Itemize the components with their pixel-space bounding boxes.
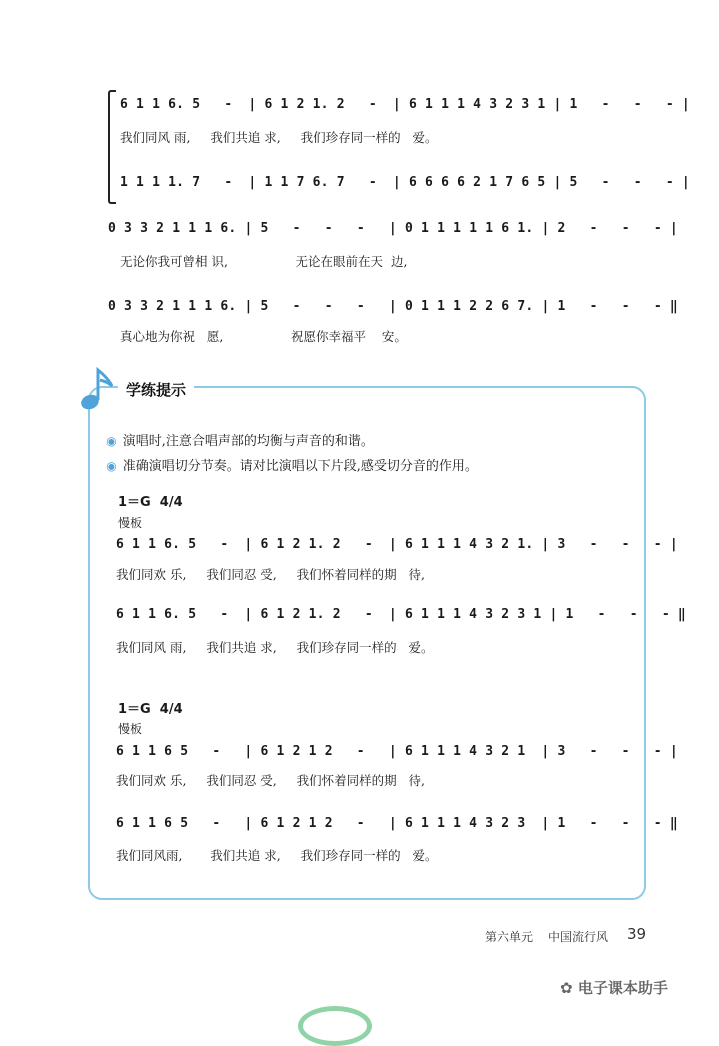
time-signature: 4/4	[159, 495, 183, 510]
tip-text-2: 准确演唱切分节奏。请对比演唱以下片段,感受切分音的作用。	[122, 459, 478, 474]
tip-item-2	[98, 440, 478, 474]
key-label: 1＝G	[118, 495, 151, 510]
example2-score-line-2: 6 1 1 6 5 - | 6 1 2 1 2 - | 6 1 1 1 4 3 2 3 | 1 - - - ‖	[116, 816, 678, 831]
lyric-line-3: 无论你我可曾相 识, 无论在眼前在天 边,	[120, 254, 408, 269]
system-brace	[108, 90, 116, 204]
key-signature-1	[118, 491, 183, 510]
page-decoration	[298, 1006, 372, 1046]
bullet-icon: ◉	[106, 434, 117, 448]
lyric-line-part1: 我们同风 雨, 我们共追 求, 我们珍存同一样的 爱。	[120, 130, 438, 145]
key-label: 1＝G	[118, 702, 151, 717]
tip-text-1: 演唱时,注意合唱声部的均衡与声音的和谐。	[122, 434, 374, 449]
wechat-icon: ✿	[560, 979, 573, 997]
watermark	[560, 977, 668, 998]
footer-chapter: 中国流行风	[548, 930, 609, 944]
score-line-part1: 6 1 1 6. 5 - | 6 1 2 1. 2 - | 6 1 1 1 4 3 2 3 1 | 1 - - - |	[120, 97, 690, 112]
example1-score-line-2: 6 1 1 6. 5 - | 6 1 2 1. 2 - | 6 1 1 1 4 3 2 3 1 | 1 - - - ‖	[116, 607, 686, 622]
score-line-3: 0 3 3 2 1 1 1 6. | 5 - - - | 0 1 1 1 1 1 6 1. | 2 - - - |	[108, 221, 678, 236]
footer-unit: 第六单元	[485, 930, 534, 944]
score-line-part2: 1 1 1 1. 7 - | 1 1 7 6. 7 - | 6 6 6 6 2 1 7 6 5 | 5 - - - |	[120, 175, 690, 190]
example1-lyric-line-1: 我们同欢 乐, 我们同忍 受, 我们怀着同样的期 待,	[116, 567, 426, 582]
example2-lyric-line-2: 我们同风雨, 我们共追 求, 我们珍存同一样的 爱。	[116, 848, 438, 863]
tempo-marking-2: 慢板	[118, 722, 143, 736]
score-line-4: 0 3 3 2 1 1 1 6. | 5 - - - | 0 1 1 1 2 2 6 7. | 1 - - - ‖	[108, 299, 678, 314]
tempo-marking-1: 慢板	[118, 516, 143, 530]
example2-lyric-line-1: 我们同欢 乐, 我们同忍 受, 我们怀着同样的期 待,	[116, 773, 426, 788]
watermark-text: 电子课本助手	[577, 979, 668, 997]
page-number: 39	[627, 925, 647, 943]
panel-title: 学练提示	[118, 379, 194, 400]
time-signature: 4/4	[159, 702, 183, 717]
lyric-line-4: 真心地为你祝 愿, 祝愿你幸福平 安。	[120, 329, 407, 344]
bullet-icon: ◉	[106, 459, 117, 473]
music-note-icon	[78, 364, 118, 412]
key-signature-2	[118, 698, 183, 717]
example2-score-line-1: 6 1 1 6 5 - | 6 1 2 1 2 - | 6 1 1 1 4 3 2 1 | 3 - - - |	[116, 744, 678, 759]
example1-score-line-1: 6 1 1 6. 5 - | 6 1 2 1. 2 - | 6 1 1 1 4 3 2 1. | 3 - - - |	[116, 537, 678, 552]
example1-lyric-line-2: 我们同风 雨, 我们共追 求, 我们珍存同一样的 爱。	[116, 640, 434, 655]
